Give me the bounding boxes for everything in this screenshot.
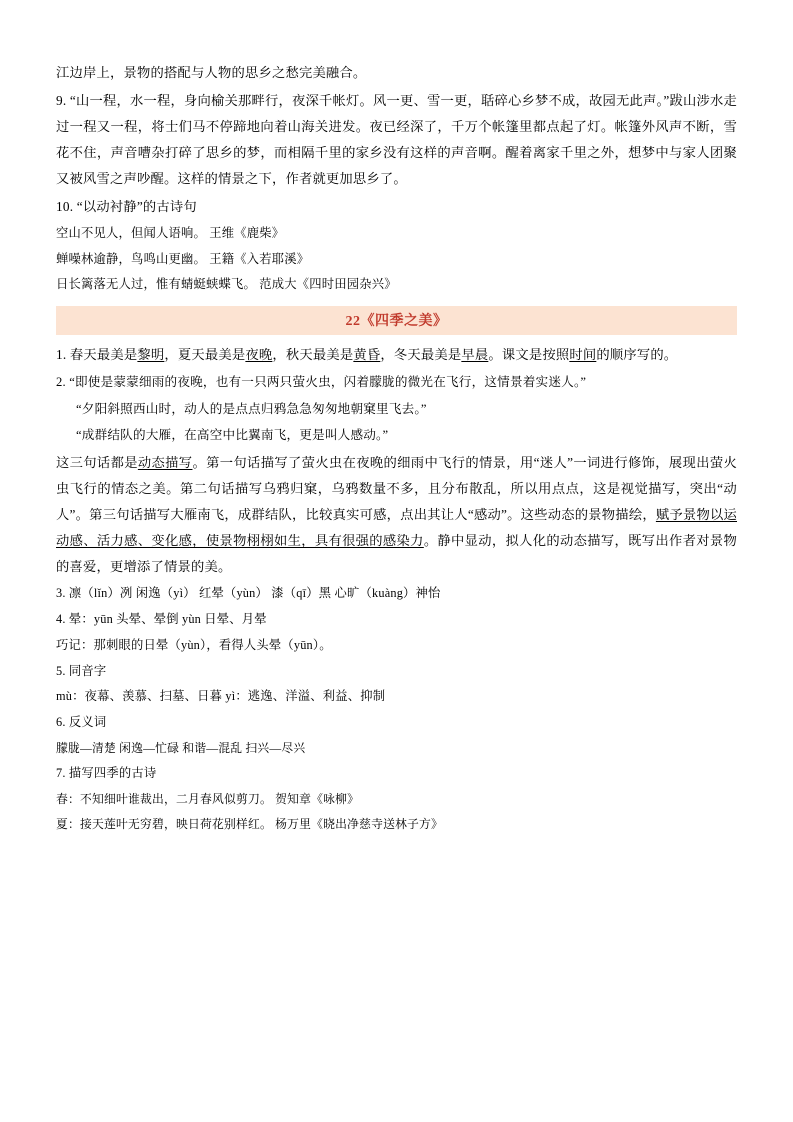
- item-2-quote-1: 2. “即使是蒙蒙细雨的夜晚，也有一只两只萤火虫，闪着朦胧的微光在飞行，这情景着实迷人。”: [56, 375, 587, 390]
- item-2-analysis-paragraph: [56, 450, 737, 580]
- item-3-line: 3. 凛（lǐn）冽 闲逸（yì） 红晕（yùn） 漆（qī）黑 心旷（kuàng）神怡: [56, 585, 441, 600]
- item-10-line-2: 蝉噪林逾静，鸟鸣山更幽。 王籍《入若耶溪》: [56, 251, 310, 266]
- item-1-blank-1: 黎明: [137, 347, 165, 363]
- item-2-analysis-end: 。静中显动，拟人化的动态描写，既写出作者对景物的喜爱，更增添了情景的美。: [56, 532, 737, 574]
- item-1-mid-3: ，冬天最美是: [380, 347, 462, 363]
- item-7-title: 7. 描写四季的古诗: [56, 766, 157, 781]
- item-2-quote-3: “成群结队的大雁，在高空中比翼南飞，更是叫人感动。”: [76, 428, 389, 443]
- item-2-underline-2: 赋予景物以运动感、活力感、变化感，使景物栩栩如生，具有很强的感染力: [56, 506, 738, 548]
- item-2-quote-2: “夕阳斜照西山时，动人的是点点归鸦急急匆匆地朝窠里飞去。”: [76, 401, 427, 416]
- item-2-analysis-pre: 这三句话都是: [56, 455, 138, 470]
- item-1-pre: 1. 春天最美是: [56, 347, 138, 363]
- item-1-blank-5: 时间: [569, 347, 597, 363]
- item-6-title: 6. 反义词: [56, 715, 107, 730]
- item-5-line: mù：夜幕、羡慕、扫墓、日暮 yì：逃逸、洋溢、利益、抑制: [56, 689, 386, 704]
- item-1-blank-2: 夜晚: [245, 347, 273, 363]
- item-1-mid-1: ，夏天最美是: [164, 347, 246, 363]
- item-10-title: 10. “以动衬静”的古诗句: [56, 198, 197, 214]
- top-line-paragraph: 江边岸上，景物的搭配与人物的思乡之愁完美融合。: [56, 65, 367, 80]
- item-2-underline-1: 动态描写: [137, 455, 193, 470]
- item-4-line: 4. 晕：yūn 头晕、晕倒 yùn 日晕、月晕: [56, 611, 267, 626]
- item-10-line-1: 空山不见人，但闻人语响。 王维《鹿柴》: [56, 225, 285, 240]
- item-2-analysis-mid: 。第一句话描写了萤火虫在夜晚的细雨中飞行的情景，用“迷人”一词进行修饰，展现出萤火虫飞行的情态之美。第二句话描写乌鸦归窠，乌鸦数量不多，且分布散乱，所以用点点，这是视觉描写，突出“动人”。第三句话描写大雁南飞，成群结队，比较真实可感，点出其让人“感动”。这些动态的景物描绘，: [56, 455, 737, 522]
- item-6-line: 朦胧—清楚 闲逸—忙碌 和谐—混乱 扫兴—尽兴: [56, 741, 306, 756]
- item-9-paragraph: 9. “山一程，水一程，身向榆关那畔行，夜深千帐灯。风一更、雪一更，聒碎心乡梦不成，故园无此声。”跋山涉水走过一程又一程，将士们马不停蹄地向着山海关进发。夜已经深了，千万个帐篷里都点起了灯。帐篷外风声不断，雪花不住，声音嘈杂打碎了思乡的梦，而相隔千里的家乡没有这样的声音啊。醒着离家千里之外，想梦中与家人团聚又被风雪之声吵醒。这样的情景之下，作者就更加思乡了。: [56, 92, 737, 186]
- item-7-line-1: 春：不知细叶谁裁出，二月春风似剪刀。 贺知章《咏柳》: [56, 792, 360, 807]
- item-7-line-2: 夏：接天莲叶无穷碧，映日荷花别样红。 杨万里《晓出净慈寺送林子方》: [56, 817, 444, 832]
- item-10-line-3: 日长篱落无人过，惟有蜻蜓蛱蝶飞。 范成大《四时田园杂兴》: [56, 277, 397, 292]
- item-1-mid-2: ，秋天最美是: [272, 347, 354, 363]
- item-1-paragraph: [56, 342, 737, 368]
- item-1-end: 的顺序写的。: [596, 347, 678, 363]
- item-4-tip: 巧记：那刺眼的日晕（yùn），看得人头晕（yūn）。: [56, 637, 332, 652]
- item-5-title: 5. 同音字: [56, 663, 107, 678]
- item-1-blank-4: 早晨: [461, 347, 489, 363]
- section-title-banner: 22《四季之美》: [56, 306, 737, 335]
- item-1-mid-4: 。课文是按照: [488, 347, 570, 363]
- item-1-blank-3: 黄昏: [353, 347, 381, 363]
